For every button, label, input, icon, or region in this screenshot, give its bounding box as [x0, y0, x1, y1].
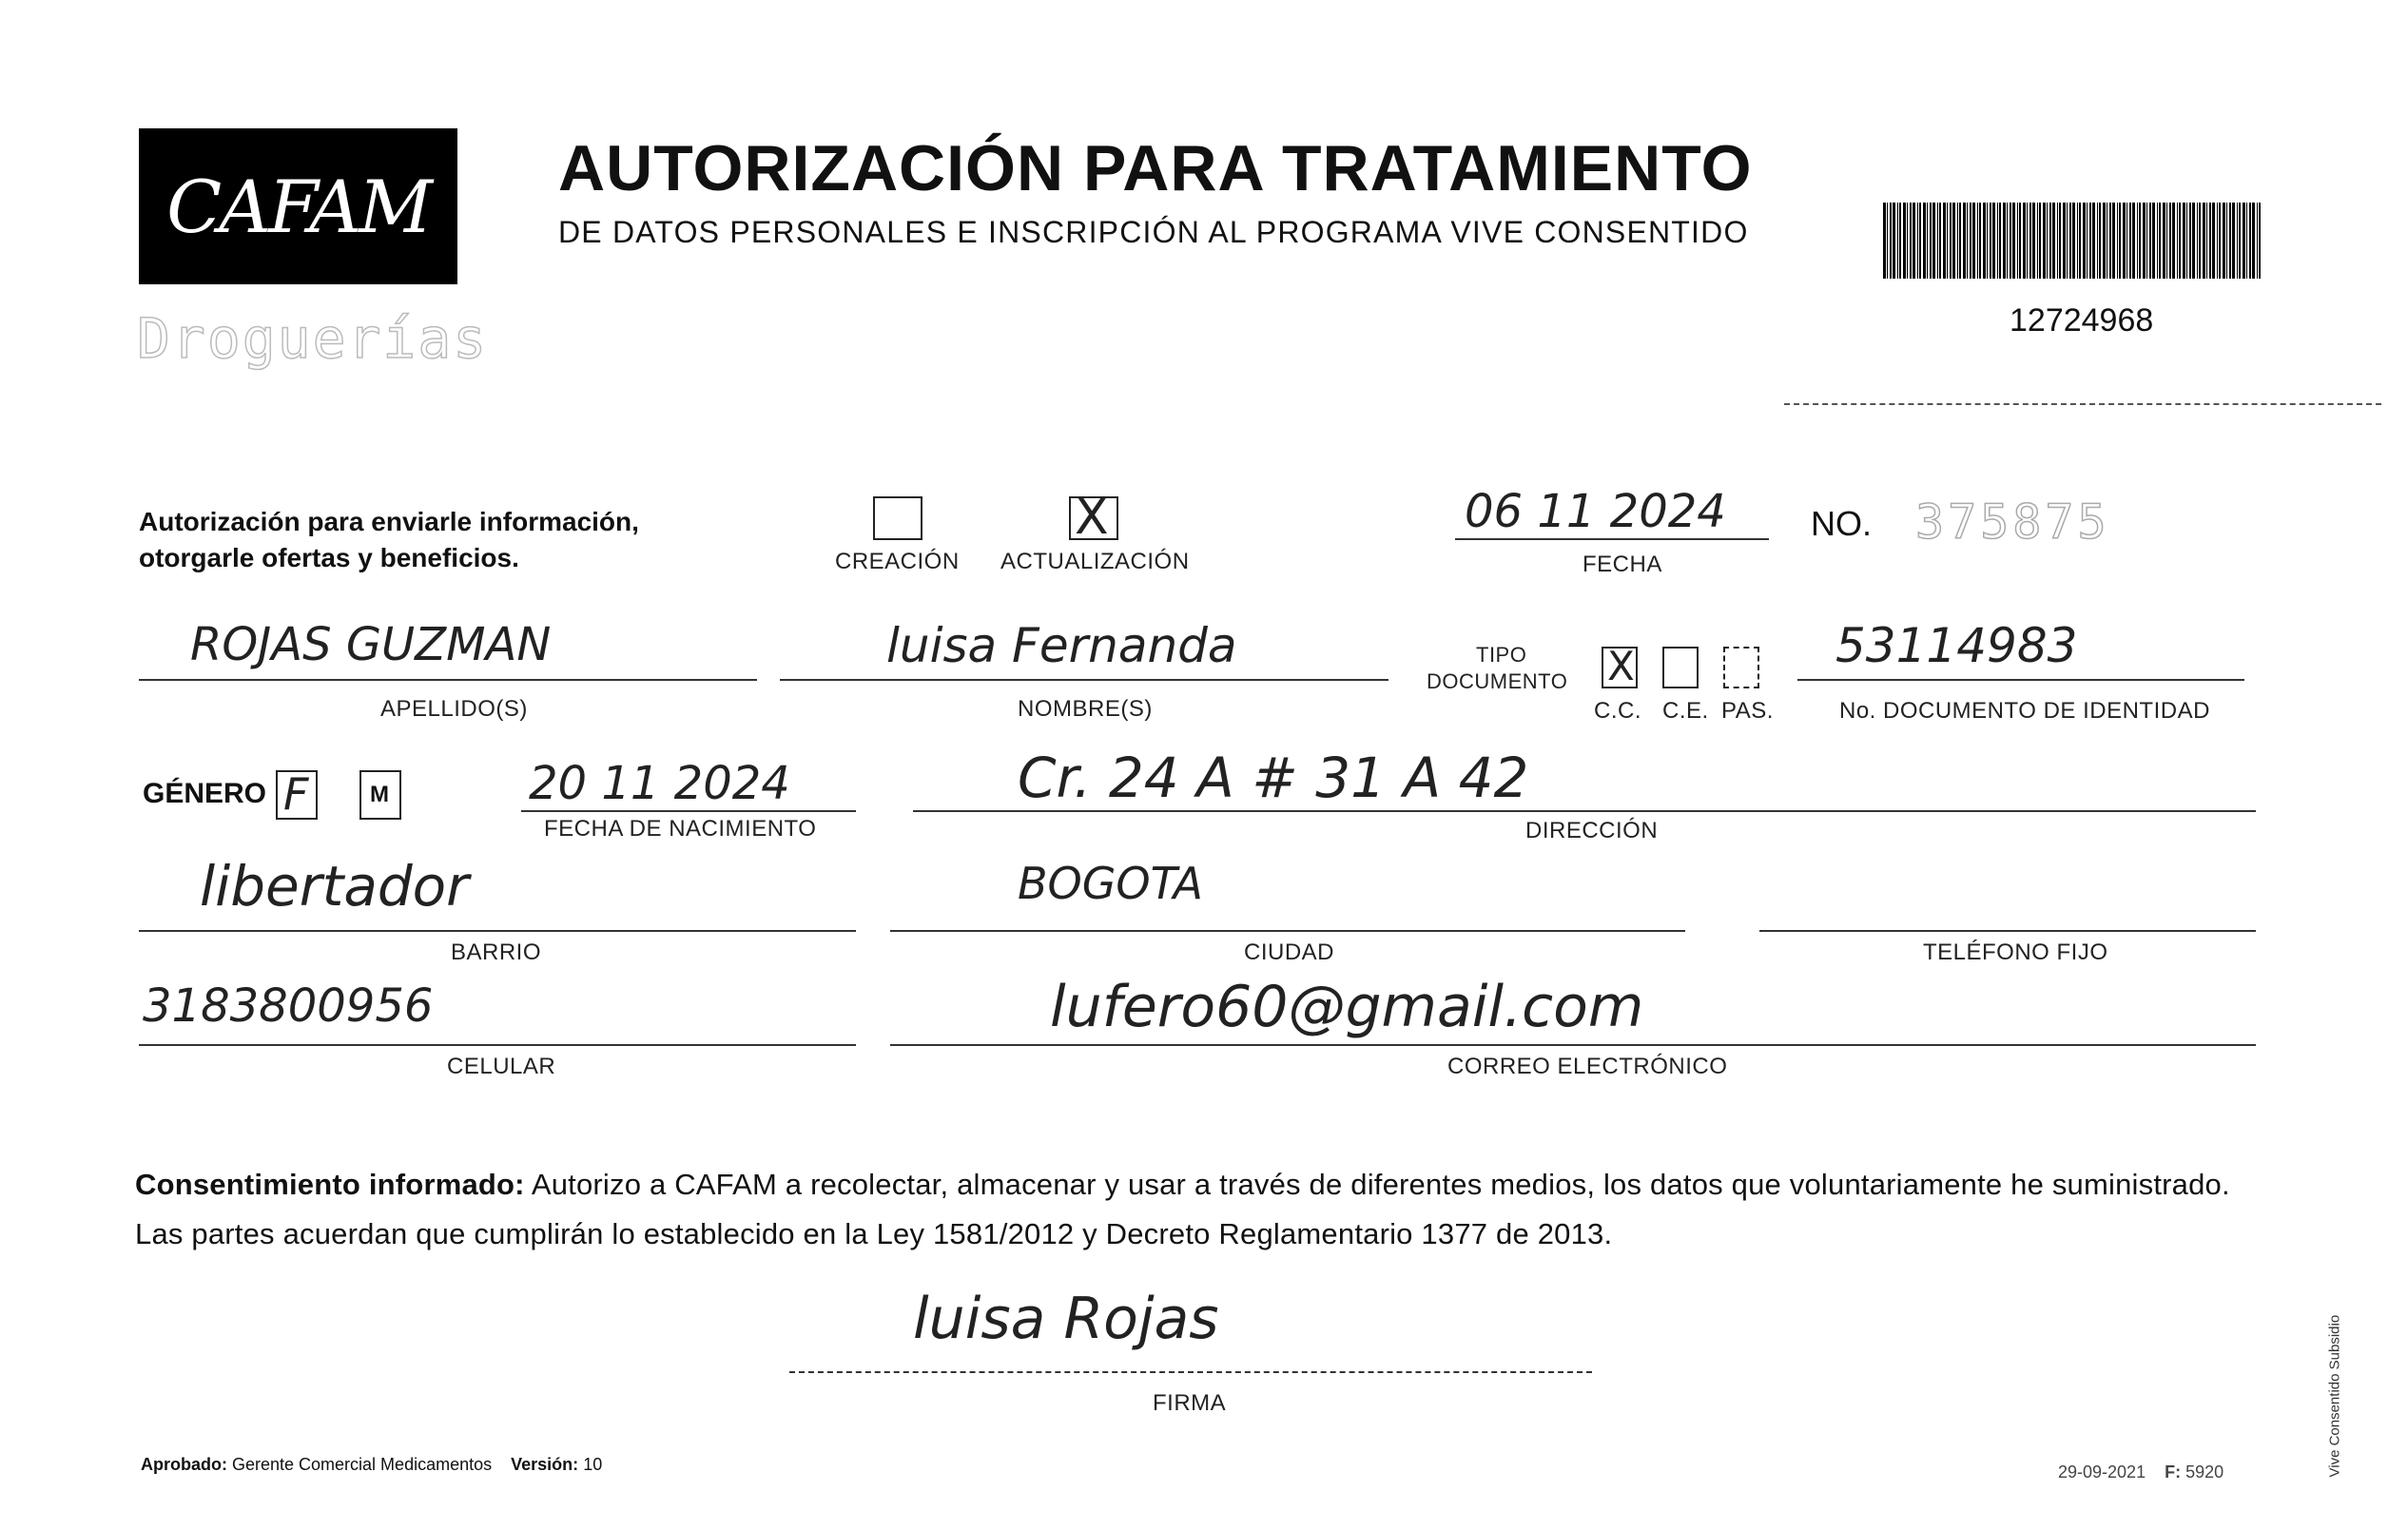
documento-line — [1797, 679, 2244, 681]
nombres-value[interactable]: luisa Fernanda — [886, 618, 1237, 673]
genero-label: GÉNERO — [143, 778, 267, 809]
barcode-bar — [2239, 203, 2241, 279]
barcode-bar — [2047, 203, 2048, 279]
barcode-bar — [1890, 203, 1892, 279]
footer-approval — [141, 1455, 602, 1475]
creacion-label: CREACIÓN — [835, 549, 960, 574]
barcode-bar — [2069, 203, 2071, 279]
barcode-bar — [2032, 203, 2035, 279]
correo-label: CORREO ELECTRÓNICO — [1447, 1054, 1728, 1079]
barcode-bar — [2017, 203, 2018, 279]
barcode-bar — [2077, 203, 2078, 279]
barcode-bar — [1959, 203, 1961, 279]
barcode-bar — [1972, 203, 1975, 279]
barcode-bar — [2257, 203, 2258, 279]
barcode-bar — [1979, 203, 1981, 279]
barcode-bar — [1910, 203, 1912, 279]
consent-text-1: Autorizo a CAFAM a recolectar, almacenar y usar a través de diferentes medios, los datos que voluntariamente he suministrado. — [524, 1168, 2230, 1201]
barcode-bar — [2097, 203, 2098, 279]
apellidos-label: APELLIDO(S) — [380, 696, 528, 722]
signature-line[interactable] — [789, 1371, 1592, 1373]
nombres-label: NOMBRE(S) — [1018, 696, 1153, 722]
genero-m-checkbox[interactable] — [359, 770, 401, 820]
barcode-bar — [2059, 203, 2061, 279]
consent-bold: Consentimiento informado: — [135, 1168, 525, 1201]
barcode-bar — [2029, 203, 2031, 279]
barcode-bar — [2189, 203, 2191, 279]
genero-m-label: M — [370, 782, 389, 807]
barcode-bar — [2203, 203, 2205, 279]
ciudad-label: CIUDAD — [1244, 939, 1335, 965]
barcode-bar — [1950, 203, 1952, 279]
barcode-bar — [2139, 203, 2141, 279]
fecha-nacimiento-line — [521, 810, 856, 812]
barrio-line — [139, 930, 856, 932]
barcode-bar — [2249, 203, 2251, 279]
documento-value[interactable]: 53114983 — [1835, 618, 2078, 673]
barrio-value[interactable]: libertador — [200, 854, 470, 919]
ciudad-line — [890, 930, 1685, 932]
direccion-value[interactable]: Cr. 24 A # 31 A 42 — [1018, 746, 1529, 810]
consent-text-2: Las partes acuerdan que cumplirán lo establecido en la Ley 1581/2012 y Decreto Reglamentario 1377 de 2013. — [135, 1217, 1613, 1250]
barcode-bar — [2023, 203, 2026, 279]
cc-check-mark: X — [1607, 643, 1635, 689]
barcode-bar — [2226, 203, 2227, 279]
barcode-bar — [1917, 203, 1918, 279]
barcode-bar — [2232, 203, 2235, 279]
barcode-bar — [2037, 203, 2038, 279]
pas-label: PAS. — [1721, 698, 1774, 724]
barcode-bar — [1930, 203, 1932, 279]
telefono-label: TELÉFONO FIJO — [1923, 939, 2108, 965]
barcode-bar — [2243, 203, 2245, 279]
barcode-bar — [2137, 203, 2138, 279]
direccion-line — [913, 810, 2256, 812]
barcode-bar — [2049, 203, 2051, 279]
barcode-bar — [2057, 203, 2058, 279]
barcode-bar — [1970, 203, 1971, 279]
barcode-number: 12724968 — [2010, 302, 2154, 339]
telefono-line[interactable] — [1759, 930, 2256, 932]
barcode-bar — [2092, 203, 2095, 279]
barcode-bar — [2007, 203, 2008, 279]
barcode-bar — [2072, 203, 2075, 279]
barcode-bar — [2126, 203, 2127, 279]
barcode-bar — [2183, 203, 2185, 279]
barcode-bar — [2143, 203, 2146, 279]
side-vertical-logo — [2321, 1284, 2349, 1483]
barcode-bar — [1943, 203, 1946, 279]
sub-brand-logo: Droguerías — [137, 306, 489, 371]
barcode-bar — [1963, 203, 1966, 279]
barcode-bar — [1919, 203, 1921, 279]
cc-checkbox[interactable] — [1602, 643, 1638, 689]
barcode-bar — [2246, 203, 2247, 279]
barcode-bar — [1987, 203, 1988, 279]
form-subtitle: DE DATOS PERSONALES E INSCRIPCIÓN AL PROGRAMA VIVE CONSENTIDO — [558, 215, 1749, 249]
correo-line — [890, 1044, 2256, 1046]
barcode-bar — [2219, 203, 2221, 279]
barcode-bar — [2229, 203, 2231, 279]
tipo-label-1: TIPO — [1476, 643, 1527, 667]
barcode-bar — [1999, 203, 2001, 279]
barcode-bar — [1997, 203, 1998, 279]
barcode — [1883, 203, 2263, 279]
barcode-bar — [2112, 203, 2115, 279]
celular-line — [139, 1044, 856, 1046]
actualizacion-label: ACTUALIZACIÓN — [1000, 549, 1190, 574]
barcode-bar — [1893, 203, 1895, 279]
side-vertical-text: Vive Consentido Subsidio — [2326, 1314, 2343, 1478]
barcode-bar — [1947, 203, 1948, 279]
fecha-nacimiento-label: FECHA DE NACIMIENTO — [544, 816, 817, 842]
barcode-bar — [2079, 203, 2081, 279]
barcode-bar — [2019, 203, 2021, 279]
barcode-bar — [2109, 203, 2111, 279]
barcode-bar — [1887, 203, 1888, 279]
cc-label: C.C. — [1594, 698, 1641, 724]
barcode-bar — [2259, 203, 2261, 279]
barcode-bar — [2119, 203, 2121, 279]
barcode-bar — [1923, 203, 1926, 279]
barcode-bar — [1983, 203, 1986, 279]
barcode-bar — [2223, 203, 2225, 279]
barcode-bar — [1967, 203, 1968, 279]
pas-checkbox[interactable] — [1723, 647, 1759, 688]
ce-label: C.E. — [1662, 698, 1709, 724]
barcode-bar — [2129, 203, 2131, 279]
barcode-bar — [2063, 203, 2066, 279]
barcode-bar — [2146, 203, 2147, 279]
barcode-bar — [1883, 203, 1886, 279]
barcode-bar — [2027, 203, 2028, 279]
version-value: 10 — [583, 1455, 603, 1474]
cafam-logo — [139, 128, 457, 284]
signature: luisa Rojas — [913, 1286, 1219, 1352]
barcode-bar — [2212, 203, 2215, 279]
tipo-label-2: DOCUMENTO — [1427, 669, 1568, 693]
barcode-bar — [2052, 203, 2055, 279]
barcode-bar — [2172, 203, 2175, 279]
barcode-bar — [2177, 203, 2178, 279]
barcode-bar — [2169, 203, 2171, 279]
fecha-value[interactable]: 06 11 2024 — [1465, 485, 1726, 538]
barcode-bar — [2067, 203, 2068, 279]
authorization-text-line2: otorgarle ofertas y beneficios. — [139, 543, 519, 572]
actualizacion-checkbox[interactable] — [1069, 489, 1118, 546]
barcode-bar — [2217, 203, 2218, 279]
barcode-bar — [2186, 203, 2187, 279]
form-title: AUTORIZACIÓN PARA TRATAMIENTO — [558, 132, 1753, 204]
barcode-bar — [1937, 203, 1938, 279]
barcode-bar — [2087, 203, 2088, 279]
footer-date-code — [2058, 1462, 2224, 1482]
barcode-bar — [1927, 203, 1928, 279]
apellidos-value[interactable]: ROJAS GUZMAN — [190, 618, 552, 671]
barrio-label: BARRIO — [451, 939, 542, 965]
fecha-line — [1455, 538, 1769, 540]
aprobado-value: Gerente Comercial Medicamentos — [232, 1455, 493, 1474]
barcode-bar — [2237, 203, 2238, 279]
documento-label: No. DOCUMENTO DE IDENTIDAD — [1839, 698, 2210, 724]
barcode-bar — [2123, 203, 2126, 279]
barcode-bar — [1992, 203, 1995, 279]
ce-checkbox[interactable] — [1662, 647, 1699, 688]
barcode-bar — [2209, 203, 2211, 279]
footer-code-label: F: — [2165, 1462, 2182, 1482]
barcode-bar — [1977, 203, 1978, 279]
barcode-bar — [2117, 203, 2118, 279]
apellidos-line — [139, 679, 757, 681]
top-right-dashed-line — [1784, 403, 2381, 405]
firma-label: FIRMA — [1153, 1390, 1227, 1416]
genero-f-checkbox[interactable] — [276, 770, 318, 820]
barcode-bar — [2159, 203, 2161, 279]
barcode-bar — [2132, 203, 2135, 279]
barcode-bar — [1939, 203, 1941, 279]
barcode-bar — [2043, 203, 2046, 279]
logo-text: CAFAM — [166, 164, 430, 249]
footer-date: 29-09-2021 — [2058, 1462, 2146, 1482]
barcode-bar — [2003, 203, 2006, 279]
correo-value[interactable]: lufero60@gmail.com — [1050, 974, 1644, 1040]
barcode-bar — [2179, 203, 2181, 279]
barcode-bar — [1907, 203, 1908, 279]
barcode-bar — [2103, 203, 2106, 279]
authorization-text — [139, 504, 639, 576]
barcode-bar — [1990, 203, 1991, 279]
barcode-bar — [1899, 203, 1901, 279]
barcode-bar — [1957, 203, 1958, 279]
barcode-bar — [2010, 203, 2011, 279]
barcode-bar — [2039, 203, 2041, 279]
aprobado-label: Aprobado: — [141, 1455, 227, 1474]
barcode-bar — [2089, 203, 2091, 279]
barcode-bar — [2083, 203, 2086, 279]
barcode-bar — [2166, 203, 2167, 279]
no-label: NO. — [1811, 504, 1873, 543]
actualizacion-check-mark: X — [1075, 489, 1109, 546]
creacion-checkbox[interactable] — [873, 496, 922, 540]
barcode-bar — [2012, 203, 2015, 279]
barcode-bar — [2163, 203, 2165, 279]
celular-label: CELULAR — [447, 1054, 556, 1079]
barcode-bar — [1913, 203, 1915, 279]
barcode-bar — [1932, 203, 1935, 279]
nombres-line-2 — [780, 679, 1388, 681]
barcode-bar — [2206, 203, 2207, 279]
barcode-bar — [2149, 203, 2151, 279]
barcode-bar — [1903, 203, 1906, 279]
barcode-bar — [2192, 203, 2195, 279]
barcode-bar — [2152, 203, 2155, 279]
celular-value[interactable]: 3183800956 — [143, 979, 434, 1033]
barcode-bar — [1897, 203, 1898, 279]
fecha-label: FECHA — [1583, 552, 1662, 577]
genero-f-mark: F — [283, 768, 309, 820]
fecha-nacimiento-value[interactable]: 20 11 2024 — [529, 757, 790, 810]
barcode-bar — [2252, 203, 2255, 279]
form-serial-number: 375875 — [1915, 494, 2110, 550]
barcode-bar — [1952, 203, 1955, 279]
ciudad-value[interactable]: BOGOTA — [1018, 858, 1203, 909]
barcode-bar — [2157, 203, 2158, 279]
barcode-bar — [2199, 203, 2201, 279]
barcode-bar — [2197, 203, 2198, 279]
footer-code-value: 5920 — [2185, 1462, 2224, 1482]
direccion-label: DIRECCIÓN — [1525, 818, 1659, 843]
version-label: Versión: — [511, 1455, 579, 1474]
barcode-bar — [2099, 203, 2101, 279]
authorization-text-line1: Autorización para enviarle información, — [139, 507, 639, 536]
consent-text — [135, 1160, 2275, 1259]
